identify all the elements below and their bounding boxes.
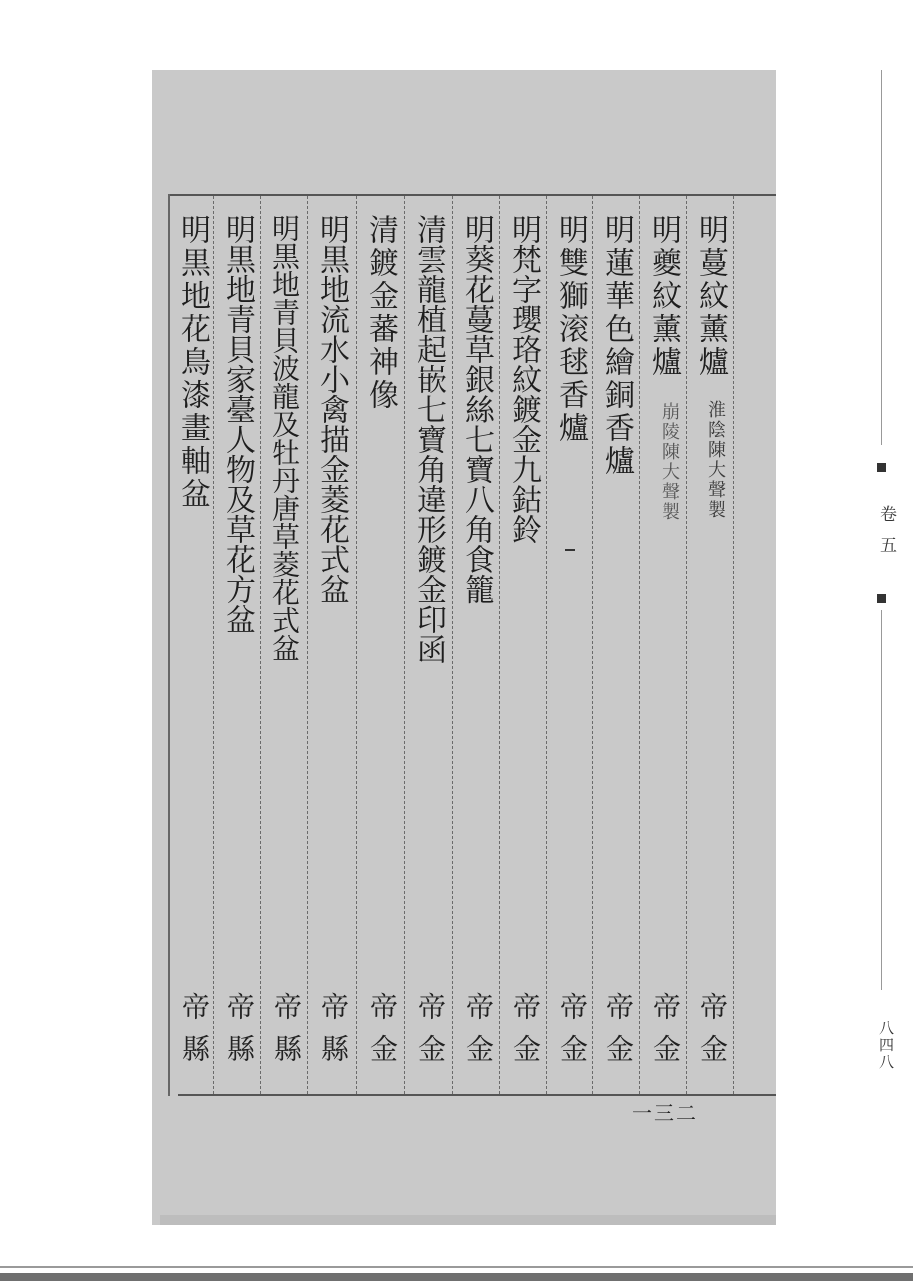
sheet-shadow bbox=[160, 1215, 776, 1225]
tick-mark bbox=[565, 549, 575, 551]
entry-title: 明雙獅滚毬香爐 bbox=[553, 214, 588, 445]
column-divider bbox=[733, 196, 735, 1094]
entry-stamp: 帝金 bbox=[556, 992, 589, 1076]
entry-stamp: 帝金 bbox=[602, 992, 635, 1076]
margin-rule bbox=[881, 610, 882, 990]
margin-rule bbox=[881, 70, 882, 445]
entry-title: 明黒地流水小禽描金菱花式盆 bbox=[314, 214, 349, 604]
entry-title: 明蓮華色繪銅香爐 bbox=[599, 214, 634, 478]
entry-stamp: 帝金 bbox=[414, 992, 447, 1076]
entry-title: 明黒地青貝波龍及牡丹唐草菱花式盆 bbox=[268, 214, 301, 662]
entry-stamp: 帝金 bbox=[649, 992, 682, 1076]
entry-stamp: 帝縣 bbox=[270, 992, 303, 1076]
entry-stamp: 帝金 bbox=[696, 992, 729, 1076]
entry-title: 明夔紋薰爐 bbox=[646, 214, 681, 379]
entry-title: 明蔓紋薰爐 bbox=[693, 214, 728, 379]
entry-title: 明葵花蔓草銀絲七寶八角食籠 bbox=[459, 214, 494, 604]
volume-label: 卷五 bbox=[876, 505, 896, 567]
entry-title: 明黒地青貝家臺人物及草花方盆 bbox=[220, 214, 255, 634]
entry-stamp: 帝金 bbox=[509, 992, 542, 1076]
entry-stamp: 帝縣 bbox=[178, 992, 211, 1076]
entry-maker-note: 淮陰陳大聲製 bbox=[705, 400, 726, 520]
entry-maker-note: 崩陵陳大聲製 bbox=[659, 402, 680, 522]
entry-title: 明梵字瓔珞紋鍍金九鈷鈴 bbox=[506, 214, 541, 544]
entry-stamp: 帝金 bbox=[462, 992, 495, 1076]
entry-title: 明黒地花鳥漆畫軸盆 bbox=[175, 214, 210, 511]
frame-bottom-border bbox=[178, 1094, 776, 1096]
entry-stamp: 帝金 bbox=[366, 992, 399, 1076]
page-bottom-band bbox=[0, 1273, 913, 1281]
square-bullet-icon bbox=[877, 463, 886, 472]
sheet-folio-number: 一三二 bbox=[632, 1101, 698, 1125]
entry-stamp: 帝縣 bbox=[223, 992, 256, 1076]
page-bottom-rule bbox=[0, 1266, 913, 1268]
entry-title: 清雲龍植起嵌七寶角違形鍍金印函 bbox=[411, 214, 446, 664]
square-bullet-icon bbox=[877, 594, 886, 603]
entry-stamp: 帝縣 bbox=[317, 992, 350, 1076]
page-number: 八四八 bbox=[877, 1020, 895, 1071]
entry-title: 清鍍金蕃神像 bbox=[363, 214, 398, 412]
